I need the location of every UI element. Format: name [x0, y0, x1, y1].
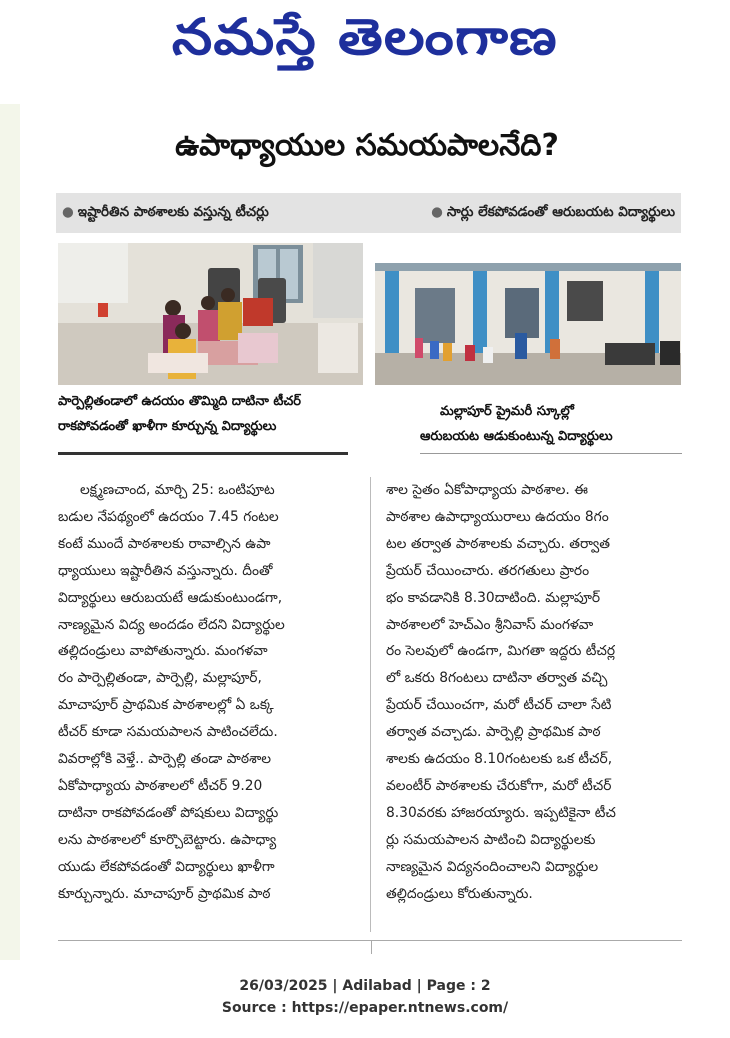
subhead-1: ● ఇష్టారీతిన పాఠశాలకు వస్తున్న టీచర్లు: [62, 203, 269, 220]
article-line: వలంటీర్ పాఠశాలకు చేరుకోగా, మరో టీచర్: [386, 777, 612, 794]
source-link[interactable]: Source : https://epaper.ntnews.com/: [221, 1000, 509, 1016]
article-line: నాణ్యమైన విద్యనందించాలని విద్యార్థుల: [386, 858, 599, 875]
source-footer: [0, 975, 730, 1019]
edition-info: 26/03/2025 | Adilabad | Page : 2: [239, 978, 491, 994]
article-line: ప్రేయర్ చేయించారు. తరగతులు ప్రారం: [386, 562, 590, 579]
article-column-right: [386, 477, 682, 908]
school-scene: [375, 243, 681, 385]
page-edge-strip: [0, 104, 20, 960]
photo-caption-right: [420, 399, 682, 449]
article-line: లక్ష్మణచాంద, మార్చి 25: ఒంటిపూట: [80, 482, 275, 498]
article-line: తల్లిదండ్రులు కోరుతున్నారు.: [386, 885, 533, 902]
bullet-icon: ●: [431, 203, 443, 220]
caption-line: మల్లాపూర్ ప్రైమరీ స్కూల్లో: [440, 404, 574, 419]
article-line: రం సెలవులో ఉండగా, మిగతా ఇద్దరు టీచర్ల: [386, 643, 616, 660]
article-line: పాఠశాల ఉపాధ్యాయురాలు ఉదయం 8గం: [386, 508, 609, 525]
article-line: తర్వాత వచ్చాడు. పార్పెల్లి ప్రాథమిక పాఠ: [386, 724, 601, 741]
bullet-icon: ●: [62, 203, 74, 220]
article-line: టల తర్వాత పాఠశాలకు వచ్చారు. తర్వాత: [386, 535, 610, 552]
article-line: పాఠశాలలో హెచ్ఎం శ్రీనివాస్ మంగళవా: [386, 616, 594, 633]
article-line: ర్లు సమయపాలన పాటించి విద్యార్థులకు: [386, 831, 596, 848]
article-line: ప్రేయర్ చేయించగా, మరో టీచర్ చాలా సేటి: [386, 697, 612, 714]
article-line: మాచాపూర్ ప్రాథమిక పాఠశాలల్లో ఏ ఒక్క: [58, 697, 274, 714]
caption-line: రాకపోవడంతో ఖాళీగా కూర్చున్న విద్యార్థులు: [58, 419, 277, 434]
subheadline-bar: [56, 193, 681, 233]
masthead-logo: [0, 0, 730, 80]
caption-line: పార్పెల్లితండాలో ఉదయం తొమ్మిది దాటినా టీచర్: [58, 394, 302, 409]
photo-caption-left: [58, 389, 378, 439]
footer-divider-tick: [371, 940, 372, 954]
article-line: రం పార్పెల్లితండా, పార్పెల్లి, మల్లాపూర్,: [58, 670, 262, 687]
caption-line: ఆరుబయట ఆడుకుంటున్న విద్యార్థులు: [420, 429, 613, 444]
article-line: విద్యార్థులు ఆరుబయటే ఆడుకుంటుండగా,: [58, 589, 283, 606]
article-line: వివరాల్లోకి వెళ్తే.. పార్పెల్లి తండా పాఠశాల: [58, 751, 272, 768]
article-headline: ఉపాధ్యాయుల సమయపాలనేది?: [175, 128, 559, 163]
article-line: బడుల నేపథ్యంలో ఉదయం 7.45 గంటల: [58, 508, 279, 525]
article-line: టీచర్ కూడా సమయపాలన పాటించలేదు.: [58, 724, 278, 741]
photo-school-exterior: [375, 243, 681, 385]
article-line: తల్లిదండ్రులు వాపోతున్నారు. మంగళవా: [58, 643, 268, 660]
subhead-2: ● సార్లు లేకపోవడంతో ఆరుబయట విద్యార్థులు: [431, 203, 675, 220]
article-line: లను పాఠశాలలో కూర్చొబెట్టారు. ఉపాధ్యా: [58, 831, 277, 848]
article-column-left: [58, 477, 356, 908]
article-line: కూర్చున్నారు. మాచాపూర్ ప్రాథమిక పాఠ: [58, 885, 271, 902]
caption-divider: [58, 452, 348, 455]
column-divider: [370, 477, 371, 932]
classroom-scene: [58, 243, 363, 385]
article-line: 8.30వరకు హాజరయ్యారు. ఇప్పటికైనా టీచ: [386, 804, 616, 821]
article-line: కంటే ముందే పాఠశాలకు రావాల్సిన ఉపా: [58, 535, 271, 552]
article-line: నాణ్యమైన విద్య అందడం లేదని విద్యార్థుల: [58, 616, 285, 633]
article-line: భం కావడానికి 8.30దాటింది. మల్లాపూర్: [386, 589, 601, 606]
article-line: ఏకోపాధ్యాయ పాఠశాలలో టీచర్ 9.20: [58, 777, 263, 794]
article-line: దాటినా రాకపోవడంతో పోషకులు విద్యార్థు: [58, 804, 279, 821]
masthead-title: నమస్తే తెలంగాణ: [172, 8, 558, 66]
caption-divider: [420, 453, 682, 454]
article-line: యుడు లేకపోవడంతో విద్యార్థులు ఖాళీగా: [58, 858, 275, 875]
footer-divider: [58, 940, 682, 941]
article-line: శాల సైతం ఏకోపాధ్యాయ పాఠశాల. ఈ: [386, 482, 588, 498]
article-line: శాలకు ఉదయం 8.10గంటలకు ఒక టీచర్,: [386, 751, 613, 768]
article-line: ధ్యాయులు ఇష్టారీతిన వస్తున్నారు. దీంతో: [58, 562, 273, 579]
article-line: లో ఒకరు 8గంటలు దాటినా తర్వాత వచ్చి: [386, 670, 608, 687]
photo-classroom: [58, 243, 363, 385]
